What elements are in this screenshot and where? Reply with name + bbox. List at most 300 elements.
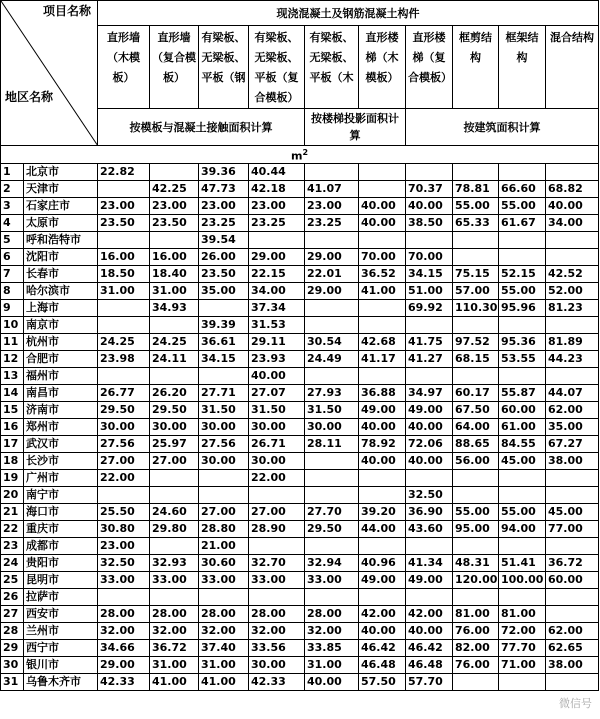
value-cell: 32.00 [249, 622, 305, 639]
city-name: 南宁市 [24, 486, 98, 503]
value-cell [453, 588, 499, 605]
table-row [1, 452, 599, 469]
value-cell: 40.96 [359, 554, 406, 571]
value-cell: 32.00 [150, 622, 199, 639]
row-number: 10 [1, 316, 24, 333]
value-cell [546, 537, 599, 554]
value-cell: 34.00 [249, 282, 305, 299]
value-cell [199, 588, 249, 605]
value-cell: 27.00 [150, 452, 199, 469]
row-number: 30 [1, 656, 24, 673]
value-cell: 55.00 [499, 282, 546, 299]
value-cell: 65.33 [453, 214, 499, 231]
value-cell: 45.00 [546, 503, 599, 520]
column-header: 直形墙（复合模板） [150, 26, 199, 109]
table-row [1, 639, 599, 656]
value-cell: 21.00 [199, 537, 249, 554]
value-cell [453, 248, 499, 265]
table-row [1, 180, 599, 197]
value-cell: 27.93 [305, 384, 359, 401]
value-cell: 31.00 [305, 656, 359, 673]
value-cell: 76.00 [453, 622, 499, 639]
value-cell: 34.97 [406, 384, 453, 401]
value-cell: 48.31 [453, 554, 499, 571]
value-cell: 29.50 [150, 401, 199, 418]
table-row [1, 520, 599, 537]
table-row [1, 554, 599, 571]
value-cell: 29.50 [305, 520, 359, 537]
value-cell: 33.00 [249, 571, 305, 588]
value-cell [98, 180, 150, 197]
value-cell: 32.93 [150, 554, 199, 571]
value-cell [453, 163, 499, 180]
value-cell: 40.00 [359, 418, 406, 435]
value-cell [359, 299, 406, 316]
value-cell: 24.49 [305, 350, 359, 367]
value-cell: 39.36 [199, 163, 249, 180]
value-cell [406, 469, 453, 486]
row-number: 5 [1, 231, 24, 248]
value-cell: 33.85 [305, 639, 359, 656]
value-cell: 42.18 [249, 180, 305, 197]
value-cell: 52.15 [499, 265, 546, 282]
value-cell [546, 469, 599, 486]
value-cell: 60.00 [499, 401, 546, 418]
value-cell: 84.55 [499, 435, 546, 452]
value-cell: 49.00 [406, 571, 453, 588]
value-cell [499, 248, 546, 265]
value-cell: 81.89 [546, 333, 599, 350]
value-cell [305, 299, 359, 316]
value-cell: 31.50 [249, 401, 305, 418]
value-cell: 22.15 [249, 265, 305, 282]
value-cell: 64.00 [453, 418, 499, 435]
value-cell: 51.41 [499, 554, 546, 571]
value-cell: 78.92 [359, 435, 406, 452]
value-cell: 16.00 [150, 248, 199, 265]
value-cell: 95.36 [499, 333, 546, 350]
value-cell [150, 537, 199, 554]
value-cell: 77.70 [499, 639, 546, 656]
row-number: 12 [1, 350, 24, 367]
value-cell: 27.00 [199, 503, 249, 520]
value-cell: 29.00 [98, 656, 150, 673]
value-cell: 27.56 [199, 435, 249, 452]
value-cell: 25.97 [150, 435, 199, 452]
city-name: 武汉市 [24, 435, 98, 452]
value-cell [499, 588, 546, 605]
value-cell [98, 588, 150, 605]
value-cell: 23.50 [98, 214, 150, 231]
table-row [1, 435, 599, 452]
value-cell: 28.00 [98, 605, 150, 622]
value-cell: 40.00 [406, 418, 453, 435]
value-cell: 41.00 [359, 282, 406, 299]
table-row [1, 384, 599, 401]
value-cell [499, 673, 546, 690]
value-cell: 69.92 [406, 299, 453, 316]
table-row [1, 231, 599, 248]
value-cell [150, 469, 199, 486]
value-cell [453, 231, 499, 248]
city-name: 南京市 [24, 316, 98, 333]
value-cell: 28.11 [305, 435, 359, 452]
value-cell: 24.25 [98, 333, 150, 350]
value-cell [359, 486, 406, 503]
value-cell: 42.52 [546, 265, 599, 282]
value-cell [406, 367, 453, 384]
value-cell [499, 316, 546, 333]
value-cell: 76.00 [453, 656, 499, 673]
value-cell: 120.00 [453, 571, 499, 588]
value-cell [453, 469, 499, 486]
value-cell: 43.60 [406, 520, 453, 537]
value-cell: 33.00 [150, 571, 199, 588]
value-cell: 38.00 [546, 656, 599, 673]
value-cell [150, 486, 199, 503]
table-row [1, 588, 599, 605]
value-cell: 45.00 [499, 452, 546, 469]
row-number: 20 [1, 486, 24, 503]
value-cell: 40.00 [406, 452, 453, 469]
table-row [1, 503, 599, 520]
value-cell: 42.25 [150, 180, 199, 197]
value-cell: 27.71 [199, 384, 249, 401]
value-cell: 28.90 [249, 520, 305, 537]
value-cell: 95.00 [453, 520, 499, 537]
table-row [1, 537, 599, 554]
value-cell [453, 367, 499, 384]
value-cell: 23.00 [150, 197, 199, 214]
value-cell: 37.40 [199, 639, 249, 656]
value-cell [546, 588, 599, 605]
row-number: 1 [1, 163, 24, 180]
row-number: 11 [1, 333, 24, 350]
value-cell: 60.17 [453, 384, 499, 401]
value-cell: 68.82 [546, 180, 599, 197]
value-cell: 34.15 [199, 350, 249, 367]
value-cell: 23.25 [199, 214, 249, 231]
value-cell [150, 588, 199, 605]
value-cell: 32.00 [199, 622, 249, 639]
city-name: 合肥市 [24, 350, 98, 367]
value-cell: 78.81 [453, 180, 499, 197]
value-cell: 28.00 [199, 605, 249, 622]
value-cell: 55.00 [499, 503, 546, 520]
value-cell [453, 537, 499, 554]
row-number: 27 [1, 605, 24, 622]
table-row [1, 265, 599, 282]
value-cell: 49.00 [359, 571, 406, 588]
value-cell: 67.50 [453, 401, 499, 418]
table-row [1, 214, 599, 231]
value-cell [305, 537, 359, 554]
city-name: 呼和浩特市 [24, 231, 98, 248]
value-cell: 29.80 [150, 520, 199, 537]
row-number: 18 [1, 452, 24, 469]
value-cell [98, 316, 150, 333]
value-cell [199, 367, 249, 384]
value-cell: 67.27 [546, 435, 599, 452]
value-cell: 46.48 [406, 656, 453, 673]
value-cell [305, 469, 359, 486]
value-cell [406, 588, 453, 605]
city-name: 济南市 [24, 401, 98, 418]
value-cell: 23.50 [150, 214, 199, 231]
value-cell: 24.25 [150, 333, 199, 350]
city-name: 成都市 [24, 537, 98, 554]
value-cell: 88.65 [453, 435, 499, 452]
value-cell [249, 486, 305, 503]
value-cell: 40.00 [305, 673, 359, 690]
value-cell: 97.52 [453, 333, 499, 350]
value-cell: 23.25 [305, 214, 359, 231]
value-cell: 39.20 [359, 503, 406, 520]
calc-group-stair-projection: 按楼梯投影面积计算 [305, 109, 406, 146]
calc-group-building-area: 按建筑面积计算 [406, 109, 599, 146]
value-cell: 23.00 [305, 197, 359, 214]
value-cell: 70.00 [359, 248, 406, 265]
value-cell: 57.00 [453, 282, 499, 299]
value-cell [546, 231, 599, 248]
value-cell: 62.00 [546, 401, 599, 418]
city-name: 哈尔滨市 [24, 282, 98, 299]
value-cell: 42.68 [359, 333, 406, 350]
row-number: 25 [1, 571, 24, 588]
value-cell [98, 231, 150, 248]
value-cell: 81.00 [499, 605, 546, 622]
value-cell [305, 367, 359, 384]
value-cell: 27.07 [249, 384, 305, 401]
table-row [1, 350, 599, 367]
value-cell: 35.00 [199, 282, 249, 299]
value-cell: 23.98 [98, 350, 150, 367]
value-cell: 35.00 [546, 418, 599, 435]
value-cell: 49.00 [406, 401, 453, 418]
value-cell: 39.54 [199, 231, 249, 248]
city-name: 兰州市 [24, 622, 98, 639]
city-name: 海口市 [24, 503, 98, 520]
value-cell: 55.87 [499, 384, 546, 401]
row-number: 6 [1, 248, 24, 265]
value-cell: 38.00 [546, 452, 599, 469]
row-number: 23 [1, 537, 24, 554]
calc-group-contact-area: 按模板与混凝土接触面积计算 [98, 109, 305, 146]
row-number: 17 [1, 435, 24, 452]
value-cell: 23.00 [249, 197, 305, 214]
value-cell: 32.00 [305, 622, 359, 639]
row-number: 28 [1, 622, 24, 639]
value-cell: 41.07 [305, 180, 359, 197]
value-cell: 44.23 [546, 350, 599, 367]
table-row [1, 163, 599, 180]
value-cell [199, 469, 249, 486]
value-cell: 33.56 [249, 639, 305, 656]
value-cell [546, 248, 599, 265]
value-cell: 32.50 [406, 486, 453, 503]
value-cell: 70.37 [406, 180, 453, 197]
value-cell: 94.00 [499, 520, 546, 537]
value-cell: 24.60 [150, 503, 199, 520]
row-number: 16 [1, 418, 24, 435]
value-cell: 26.71 [249, 435, 305, 452]
row-number: 13 [1, 367, 24, 384]
value-cell: 41.00 [199, 673, 249, 690]
city-name: 太原市 [24, 214, 98, 231]
city-name: 西宁市 [24, 639, 98, 656]
value-cell: 41.17 [359, 350, 406, 367]
value-cell [453, 486, 499, 503]
value-cell: 32.00 [98, 622, 150, 639]
city-name: 郑州市 [24, 418, 98, 435]
value-cell: 32.50 [98, 554, 150, 571]
table-row [1, 418, 599, 435]
value-cell [546, 486, 599, 503]
value-cell: 40.00 [359, 452, 406, 469]
value-cell: 30.00 [249, 418, 305, 435]
value-cell [150, 316, 199, 333]
value-cell: 36.72 [546, 554, 599, 571]
value-cell [406, 316, 453, 333]
value-cell: 22.00 [249, 469, 305, 486]
value-cell [305, 588, 359, 605]
value-cell: 70.00 [406, 248, 453, 265]
value-cell: 77.00 [546, 520, 599, 537]
city-name: 昆明市 [24, 571, 98, 588]
value-cell: 72.06 [406, 435, 453, 452]
column-header: 混合结构 [546, 26, 599, 109]
value-cell [499, 537, 546, 554]
value-cell: 33.00 [98, 571, 150, 588]
table-row [1, 367, 599, 384]
table-row [1, 401, 599, 418]
value-cell [359, 231, 406, 248]
city-name: 福州市 [24, 367, 98, 384]
value-cell: 51.00 [406, 282, 453, 299]
column-header: 框架结构 [499, 26, 546, 109]
value-cell: 41.00 [150, 673, 199, 690]
value-cell: 30.00 [199, 418, 249, 435]
value-cell [249, 231, 305, 248]
value-cell: 26.00 [199, 248, 249, 265]
value-cell: 28.00 [150, 605, 199, 622]
table-row [1, 656, 599, 673]
value-cell: 40.00 [406, 622, 453, 639]
value-cell [546, 316, 599, 333]
value-cell: 40.00 [359, 214, 406, 231]
value-cell: 36.52 [359, 265, 406, 282]
city-name: 银川市 [24, 656, 98, 673]
value-cell [305, 163, 359, 180]
value-cell: 22.82 [98, 163, 150, 180]
value-cell: 32.94 [305, 554, 359, 571]
value-cell: 46.48 [359, 656, 406, 673]
value-cell: 34.15 [406, 265, 453, 282]
value-cell: 40.00 [359, 622, 406, 639]
value-cell: 81.00 [453, 605, 499, 622]
value-cell: 16.00 [98, 248, 150, 265]
value-cell: 40.00 [546, 197, 599, 214]
diagonal-line [1, 1, 98, 146]
value-cell: 36.90 [406, 503, 453, 520]
value-cell: 81.23 [546, 299, 599, 316]
value-cell: 23.25 [249, 214, 305, 231]
value-cell [546, 605, 599, 622]
row-number: 15 [1, 401, 24, 418]
value-cell: 25.50 [98, 503, 150, 520]
value-cell: 30.00 [249, 656, 305, 673]
value-cell [150, 367, 199, 384]
value-cell [199, 486, 249, 503]
column-header: 直形楼梯（木模板） [359, 26, 406, 109]
value-cell [305, 316, 359, 333]
value-cell: 31.53 [249, 316, 305, 333]
value-cell: 57.70 [406, 673, 453, 690]
value-cell: 57.50 [359, 673, 406, 690]
value-cell: 56.00 [453, 452, 499, 469]
value-cell: 30.00 [249, 452, 305, 469]
value-cell: 29.00 [305, 248, 359, 265]
row-number: 9 [1, 299, 24, 316]
column-header: 有梁板、无梁板、平板（钢 [199, 26, 249, 109]
value-cell: 32.70 [249, 554, 305, 571]
value-cell: 68.15 [453, 350, 499, 367]
value-cell [359, 163, 406, 180]
value-cell: 44.00 [359, 520, 406, 537]
value-cell: 41.34 [406, 554, 453, 571]
value-cell: 23.00 [98, 537, 150, 554]
value-cell: 95.96 [499, 299, 546, 316]
region-name-label: 地区名称 [5, 90, 54, 104]
table-row [1, 571, 599, 588]
value-cell [98, 299, 150, 316]
value-cell [249, 537, 305, 554]
value-cell [453, 673, 499, 690]
value-cell: 31.50 [305, 401, 359, 418]
value-cell: 38.50 [406, 214, 453, 231]
value-cell: 27.00 [249, 503, 305, 520]
value-cell: 29.00 [305, 282, 359, 299]
value-cell: 75.15 [453, 265, 499, 282]
table-row [1, 197, 599, 214]
value-cell: 26.20 [150, 384, 199, 401]
value-cell: 61.67 [499, 214, 546, 231]
column-header: 有梁板、无梁板、平板（复合模板） [249, 26, 305, 109]
city-name: 长沙市 [24, 452, 98, 469]
city-name: 拉萨市 [24, 588, 98, 605]
value-cell: 52.00 [546, 282, 599, 299]
row-number: 3 [1, 197, 24, 214]
value-cell: 33.00 [305, 571, 359, 588]
row-number: 24 [1, 554, 24, 571]
value-cell: 30.60 [199, 554, 249, 571]
city-name: 乌鲁木齐市 [24, 673, 98, 690]
value-cell: 30.80 [98, 520, 150, 537]
value-cell: 39.39 [199, 316, 249, 333]
value-cell: 82.00 [453, 639, 499, 656]
value-cell: 31.00 [150, 282, 199, 299]
value-cell: 47.73 [199, 180, 249, 197]
value-cell: 34.00 [546, 214, 599, 231]
value-cell: 40.00 [249, 367, 305, 384]
value-cell [499, 231, 546, 248]
table-row [1, 248, 599, 265]
value-cell: 36.61 [199, 333, 249, 350]
table-row [1, 486, 599, 503]
value-cell: 55.00 [453, 503, 499, 520]
value-cell [305, 231, 359, 248]
table-row [1, 469, 599, 486]
